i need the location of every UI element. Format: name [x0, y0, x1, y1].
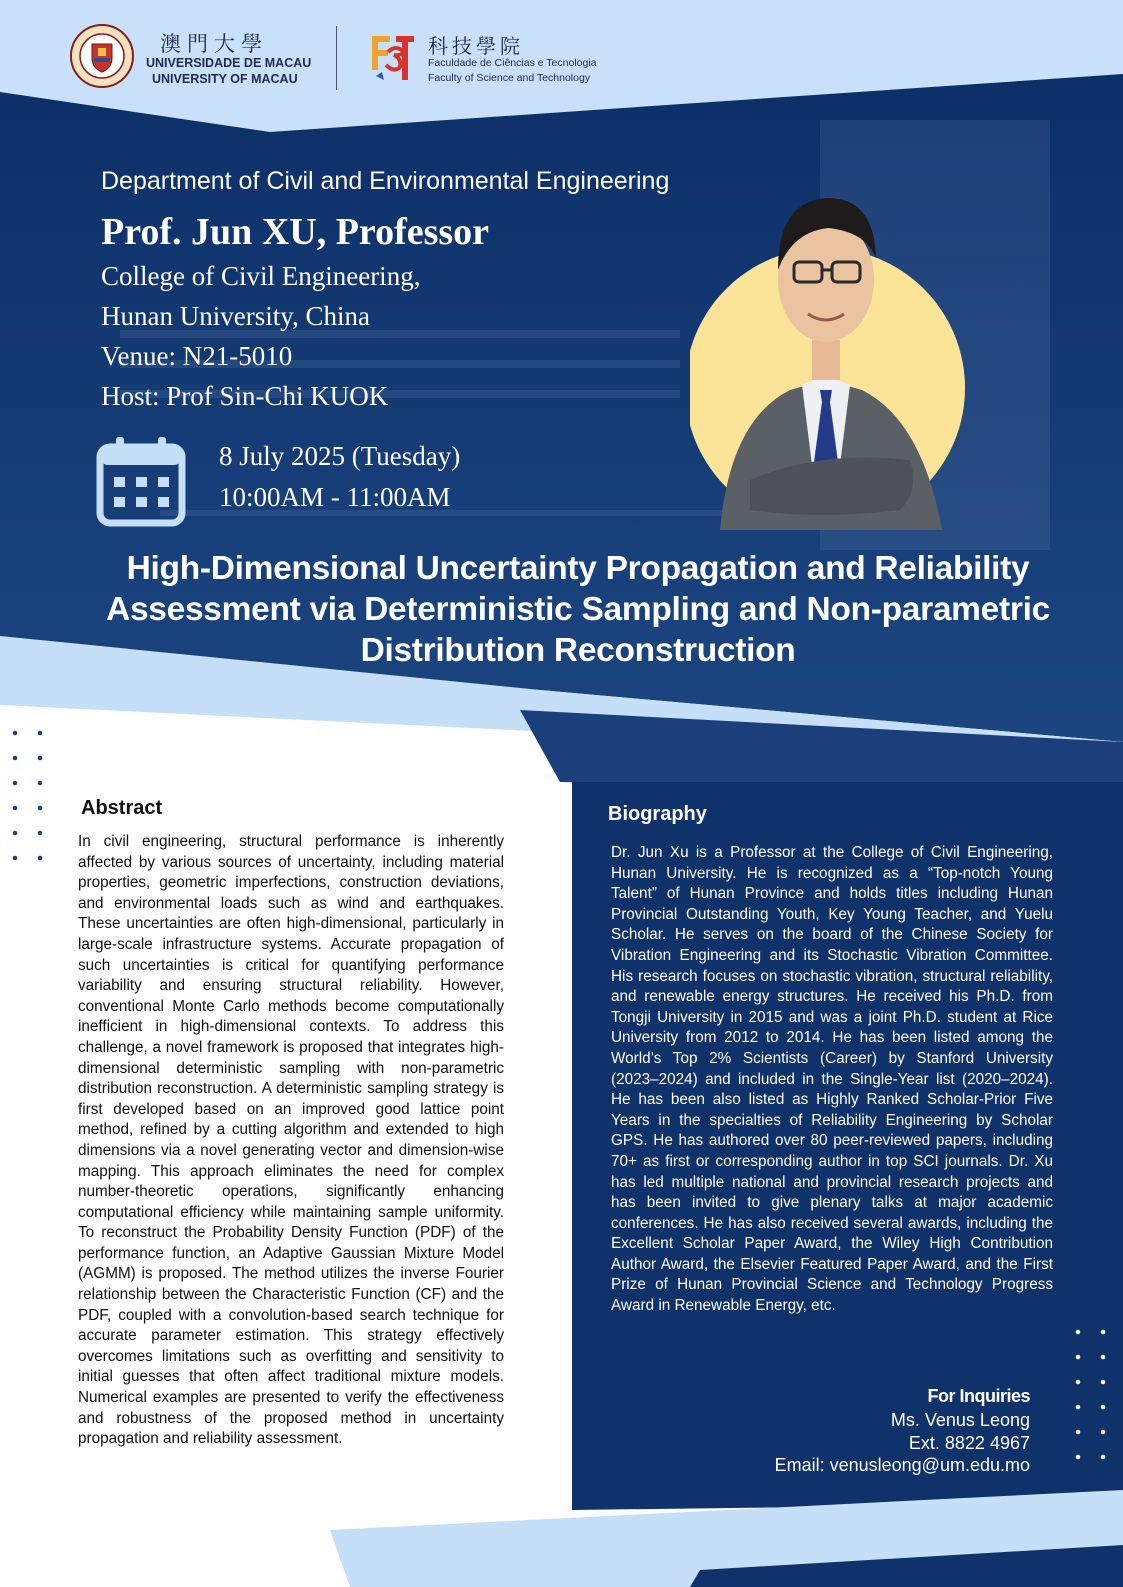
- biography-heading: Biography: [608, 803, 707, 825]
- university-name-english: UNIVERSITY OF MACAU: [152, 72, 298, 86]
- affiliation-line-1: College of Civil Engineering,: [101, 261, 421, 291]
- faculty-name-english: Faculty of Science and Technology: [428, 72, 591, 84]
- abstract-heading: Abstract: [81, 797, 163, 819]
- speaker-name: Prof. Jun XU, Professor: [101, 211, 490, 253]
- logo-divider: [336, 26, 337, 90]
- abstract-body: In civil engineering, structural performance is inherently affected by various sources of uncertainty, including material properties, geometric imperfections, construction deviations, and environmental loads such as wind and earthquakes. These uncertainties are often high-dimensional, particularly in large-scale infrastructure systems. Accurate propagation of such uncertainties is critical for quantifying performance variability and ensuring structural reliability. However, conventional Monte Carlo methods become computationally inefficient in high-dimensional contexts. To address this challenge, a novel framework is proposed that integrates high-dimensional deterministic sampling with non-parametric distribution reconstruction. A deterministic sampling strategy is first developed based on an improved good lattice point method, refined by a cutting algorithm and extended to high dimensions via a novel generating vector and dimension-wise mapping. This approach eliminates the need for complex number-theoretic operations, significantly enhancing computational efficiency while maintaining sample uniformity. To reconstruct the Probability Density Function (PDF) of the performance function, an Adaptive Gaussian Mixture Model (AGMM) is proposed. The method utilizes the inverse Fourier relationship between the Characteristic Function (CF) and the PDF, coupled with a convolution-based search technique for accurate parameter estimation. This strategy effectively overcomes limitations such as overfitting and sensitivity to initial guesses that often affect traditional mixture models. Numerical examples are presented to verify the effectiveness and robustness of the proposed method in uncertainty propagation and reliability assessment.: [78, 833, 504, 1448]
- inquiries-contact: Ms. Venus Leong: [890, 1410, 1030, 1430]
- university-name-chinese: 澳門大學: [160, 32, 268, 56]
- inquiries-ext: Ext. 8822 4967: [908, 1433, 1030, 1453]
- faculty-name-chinese: 科技學院: [428, 34, 524, 58]
- speaker-photo: [690, 180, 990, 530]
- venue: Venue: N21-5010: [101, 341, 293, 371]
- faculty-name-portuguese: Faculdade de Ciências e Tecnologia: [428, 57, 597, 69]
- event-date: 8 July 2025 (Tuesday): [219, 441, 461, 471]
- affiliation-line-2: Hunan University, China: [101, 301, 370, 331]
- calendar-icon: [96, 437, 186, 527]
- inquiries-email[interactable]: Email: venusleong@um.edu.mo: [774, 1455, 1030, 1475]
- event-time: 10:00AM - 11:00AM: [219, 482, 451, 512]
- host: Host: Prof Sin-Chi KUOK: [101, 381, 389, 411]
- talk-title: High-Dimensional Uncertainty Propagation and Reliability Assessment via Deterministic Sampling and Non-parametric Distribution Reconstruction: [106, 550, 1050, 669]
- biography-body: Dr. Jun Xu is a Professor at the College of Civil Engineering, Hunan University. He is recognized as a “Top-notch Young Talent” of Hunan Province and holds titles including Hunan Provincial Outstanding Youth, Key Young Teacher, and Yuelu Scholar. He serves on the board of the Chinese Society for Vibration Engineering and its Stochastic Vibration Committee. His research focuses on stochastic vibration, structural reliability, and renewable energy structures. He received his Ph.D. from Tongji University in 2015 and was a joint Ph.D. student at Rice University from 2012 to 2014. He has been listed among the World’s Top 2% Scientists (Career) by Stanford University (2023–2024) and included in the Single-Year list (2020–2024). He has been also listed as Highly Ranked Scholar-Prior Five Years in the specialties of Reliability Engineering by Scholar GPS. He has authored over 80 peer-reviewed papers, including 70+ as first or corresponding author in top SCI journals. Dr. Xu has led multiple national and provincial research projects and has been invited to give plenary talks at major academic conferences. He has also received several awards, including the Excellent Scholar Paper Award, the Wiley High Contribution Author Award, the Elsevier Featured Paper Award, and the First Prize of Hunan Provincial Science and Technology Progress Award in Renewable Energy, etc.: [611, 844, 1053, 1315]
- university-seal-icon: [70, 24, 134, 88]
- inquiries-heading: For Inquiries: [927, 1386, 1030, 1406]
- department-name: Department of Civil and Environmental Engineering: [101, 167, 670, 195]
- university-name-portuguese: UNIVERSIDADE DE MACAU: [146, 56, 312, 70]
- faculty-logo-icon: [368, 30, 416, 88]
